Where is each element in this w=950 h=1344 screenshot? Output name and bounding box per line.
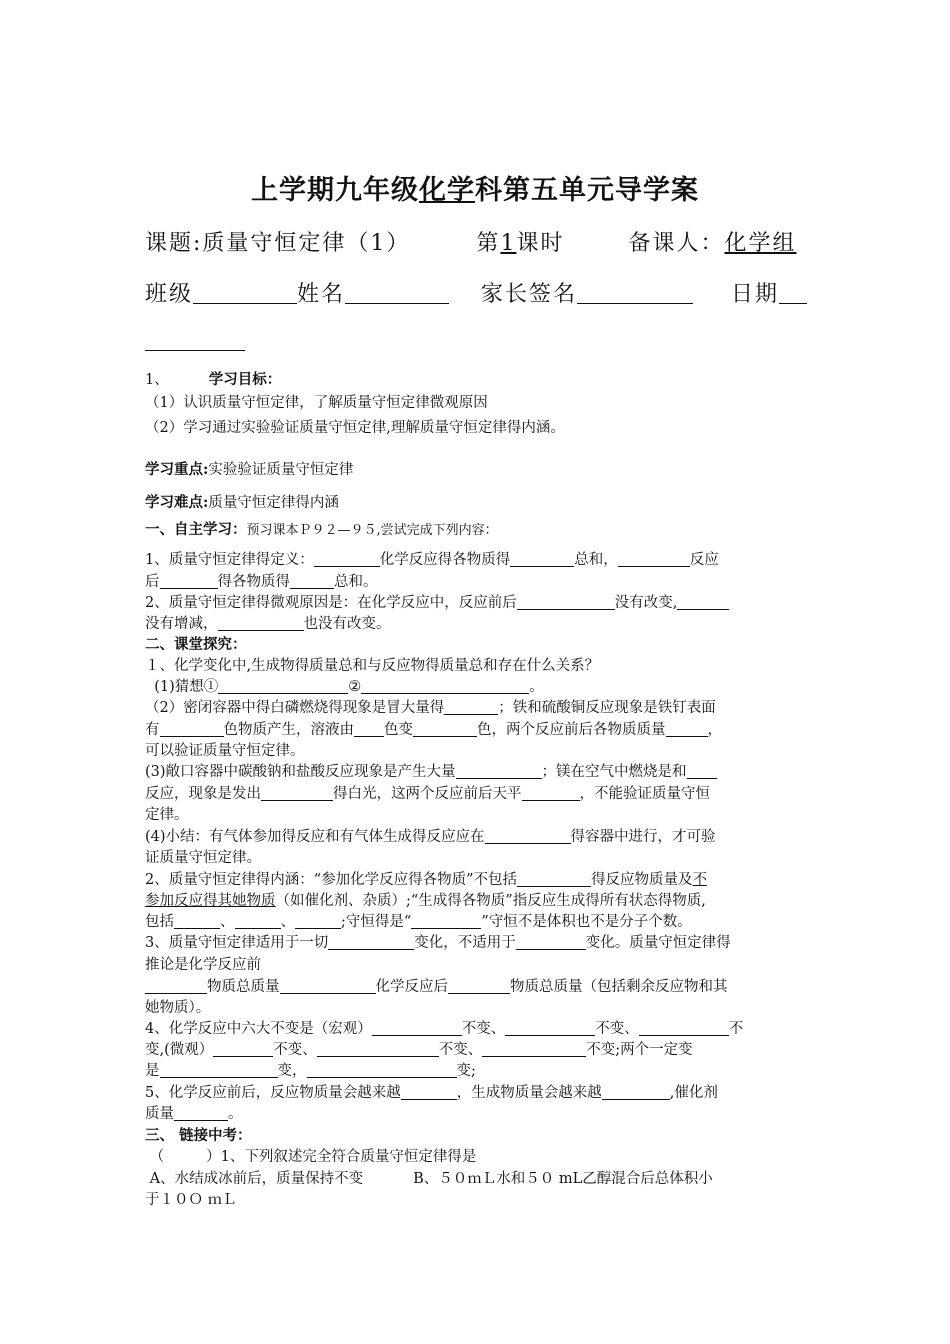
section-2: 二、课堂探究： [145,636,247,653]
m3-line3: 物质总质量 化学反应后 物质总质量（包括剩余反应物和其 [145,975,728,996]
c1-options: A、水结成冰前后，质量保持不变 B、５０ｍＬ水和５０ mL乙醇混合后总体积小 [149,1171,713,1187]
section-3: 三、 链接中考： [145,1127,252,1144]
objective-2: （2）学习通过实验验证质量守恒定律,理解质量守恒定律得内涵。 [145,420,565,436]
date-blank-cont[interactable] [145,330,245,351]
p3-line3: 定律。 [145,807,189,823]
section-1: 一、自主学习：预习课本Ｐ９２—９５,尝试完成下列内容： [145,521,498,538]
preparer: 化学组 [724,231,797,256]
m2-line2: 参加反应得其她物质（如催化剂、杂质）;“生成得各物质”指反应生成得所有状态得物质, [145,893,706,909]
m3-line4: 她物质）。 [145,1000,211,1016]
p3-line2: 反应，现象是发出 得白光，这两个反应前后天平 ，不能验证质量守恒 [145,786,710,802]
p2-line2: 有 色物质产生，溶液由 色变 色，两个反应前后各物质质量 ， [145,722,722,738]
key-point: 学习重点:实验验证质量守恒定律 [145,461,354,478]
q2-line1: 2、质量守恒定律得微观原因是：在化学反应中，反应前后 没有改变, [145,591,729,612]
difficulty: 学习难点:质量守恒定律得内涵 [145,494,339,511]
parent-sign-blank[interactable] [577,281,693,304]
p4-line1: (4)小结：有气体参加得反应和有气体生成得反应应在 得容器中进行，才可验 [145,829,716,845]
class-blank[interactable] [193,281,297,304]
q1-line1: 1、质量守恒定律得定义： 化学反应得各物质得 总和， 反应 [145,552,719,568]
p2-line3: 可以验证质量守恒定律。 [145,743,305,759]
objectives-heading: 1、 学习目标： [145,371,282,388]
m3-line2: 推论是化学反应前 [145,957,261,973]
date-blank[interactable] [779,281,807,304]
m4-line2: 变,(微观） 不变、 不变、 不变;两个一定变 [145,1042,693,1058]
p3-line1: (3)敞口容器中碳酸钠和盐酸反应现象是产生大量 ；镁在空气中燃烧是和 [145,760,717,781]
c1-option-cont: 于１０Ｏ ｍＬ [145,1192,237,1208]
m5-line2: 质量 。 [145,1106,243,1122]
p1-guess: (1)猜想① ② 。 [154,679,544,695]
m2-line1: 2、质量守恒定律得内涵：“参加化学反应得各物质”不包括 得反应物质量及不 [145,872,708,888]
topic: 课题:质量守恒定律（1） [145,231,411,256]
name-blank[interactable] [345,281,449,304]
m3-line1: 3、质量守恒定律适用于一切 变化，不适用于 变化。质量守恒定律得 [145,935,731,951]
p2-line1: （2）密闭容器中得白磷燃烧得现象是冒大量得 ；铁和硫酸铜反应现象是铁钉表面 [145,700,716,716]
page-title: 上学期九年级化学科第五单元导学案 [251,175,699,206]
q1-line2: 后 得各物质得 总和。 [145,574,378,590]
m2-line3: 包括 、 、 ;守恒得是“ ”守恒不是体积也不是分子个数。 [145,914,692,930]
m5-line1: 5、化学反应前后，反应物质量会越来越 ，生成物质量会越来越 ,催化剂 [145,1085,718,1101]
c1-question: （ ）1、下列叙述完全符合质量守恒定律得是 [149,1149,477,1165]
header-info-line: 班级 姓名 家长签名 日期 [145,277,807,308]
header-topic-line: 课题:质量守恒定律（1） 第1课时 备课人：化学组 [145,231,797,256]
p4-line2: 证质量守恒定律。 [145,850,261,866]
objective-1: （1）认识质量守恒定律，了解质量守恒定律微观原因 [145,395,488,411]
m4-line1: 4、化学反应中六大不变是（宏观） 不变、 不变、 不 [145,1021,744,1037]
p1: １、化学变化中,生成物得质量总和与反应物得质量总和存在什么关系？ [145,658,600,674]
q2-line2: 没有增减， 也没有改变。 [145,616,391,632]
m4-line3: 是 变， 变; [145,1063,476,1079]
